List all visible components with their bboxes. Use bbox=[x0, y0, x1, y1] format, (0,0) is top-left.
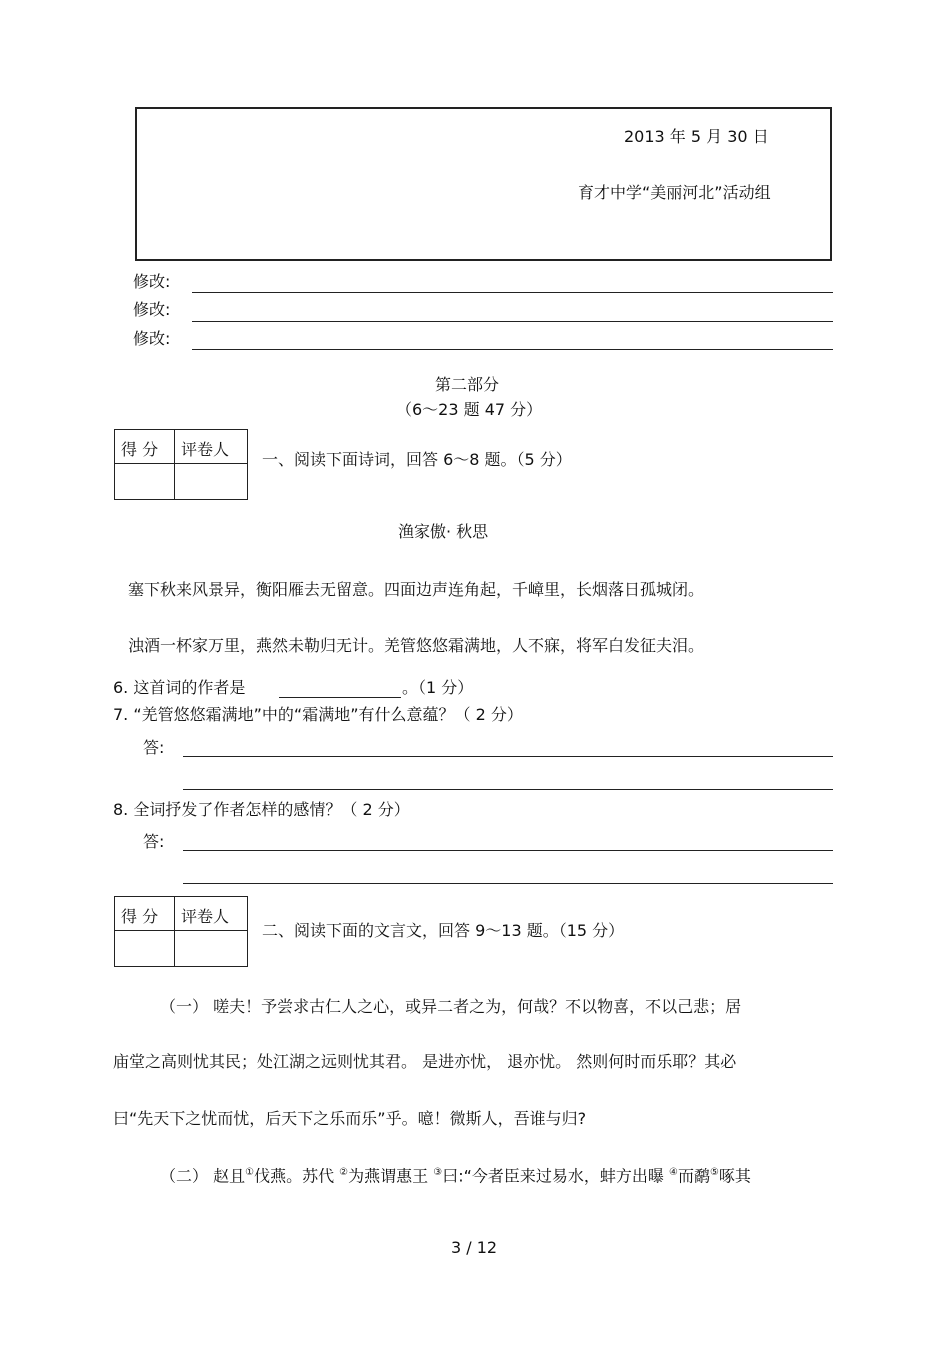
passage1-line-2: 庙堂之高则忧其民；处江湖之远则忧其君。 是进亦忧， 退亦忧。 然则何时而乐耶？其必 bbox=[113, 1052, 737, 1071]
footnote-marker-4: ④ bbox=[668, 1167, 678, 1178]
letter-signature: 育才中学“美丽河北”活动组 bbox=[578, 183, 771, 202]
poem-line-2: 浊酒一杯家万里，燕然未勒归无计。羌管悠悠霜满地，人不寐，将军白发征夫泪。 bbox=[128, 636, 705, 655]
q8-answer-line-1[interactable] bbox=[183, 850, 833, 851]
score-cell[interactable] bbox=[115, 464, 175, 500]
footnote-marker-3: ③ bbox=[433, 1167, 443, 1178]
passage1-line-1: （一） 嗟夫！予尝求古仁人之心，或异二者之为，何哉？不以物喜，不以己悲；居 bbox=[160, 997, 742, 1016]
question-6: 6. 这首词的作者是 bbox=[113, 678, 246, 697]
revise-line-3[interactable] bbox=[192, 349, 833, 350]
revise-label-3: 修改: bbox=[133, 329, 171, 348]
page-number: 3 / 12 bbox=[451, 1238, 498, 1257]
score-box-2 bbox=[114, 896, 248, 967]
poem-title: 渔家傲· 秋思 bbox=[398, 522, 489, 541]
revise-line-1[interactable] bbox=[192, 292, 833, 293]
section1-heading: 一、阅读下面诗词，回答 6～8 题。（5 分） bbox=[262, 450, 572, 469]
score-box-1 bbox=[114, 429, 248, 500]
q6-answer-blank[interactable] bbox=[279, 697, 401, 698]
footnote-marker-2: ② bbox=[339, 1167, 349, 1178]
grader-label: 评卷人 bbox=[175, 897, 248, 931]
question-6-points: 。（1 分） bbox=[402, 678, 474, 697]
score-label: 得 分 bbox=[115, 430, 175, 464]
revise-line-2[interactable] bbox=[192, 321, 833, 322]
part-two-title: 第二部分 bbox=[435, 375, 500, 394]
score-label: 得 分 bbox=[115, 897, 175, 931]
passage2-line-1: （二） 赵且①伐燕。苏代 ②为燕谓惠王 ③曰:“今者臣来过易水，蚌方出曝 ④而鹬⑤啄其 bbox=[160, 1166, 751, 1186]
part-two-subtitle: （6～23 题 47 分） bbox=[396, 400, 543, 419]
revise-label-1: 修改: bbox=[133, 272, 171, 291]
section2-heading: 二、阅读下面的文言文，回答 9～13 题。（15 分） bbox=[262, 921, 625, 940]
letter-date: 2013 年 5 月 30 日 bbox=[624, 127, 769, 146]
score-cell[interactable] bbox=[115, 931, 175, 967]
grader-cell[interactable] bbox=[175, 931, 248, 967]
question-7: 7. “羌管悠悠霜满地”中的“霜满地”有什么意蕴？（ 2 分） bbox=[113, 705, 523, 724]
grader-cell[interactable] bbox=[175, 464, 248, 500]
grader-label: 评卷人 bbox=[175, 430, 248, 464]
question-8: 8. 全词抒发了作者怎样的感情？（ 2 分） bbox=[113, 800, 410, 819]
q7-answer-line-2[interactable] bbox=[183, 789, 833, 790]
q7-answer-line-1[interactable] bbox=[183, 756, 833, 757]
passage1-line-3: 曰“先天下之忧而忧，后天下之乐而乐”乎。噫！微斯人，吾谁与归? bbox=[113, 1109, 587, 1128]
revise-label-2: 修改: bbox=[133, 300, 171, 319]
footnote-marker-5: ⑤ bbox=[709, 1167, 719, 1178]
footnote-marker-1: ① bbox=[245, 1167, 255, 1178]
q8-answer-line-2[interactable] bbox=[183, 883, 833, 884]
q7-answer-label: 答: bbox=[143, 738, 165, 757]
poem-line-1: 塞下秋来风景异，衡阳雁去无留意。四面边声连角起，千嶂里，长烟落日孤城闭。 bbox=[128, 580, 705, 599]
q8-answer-label: 答: bbox=[143, 832, 165, 851]
